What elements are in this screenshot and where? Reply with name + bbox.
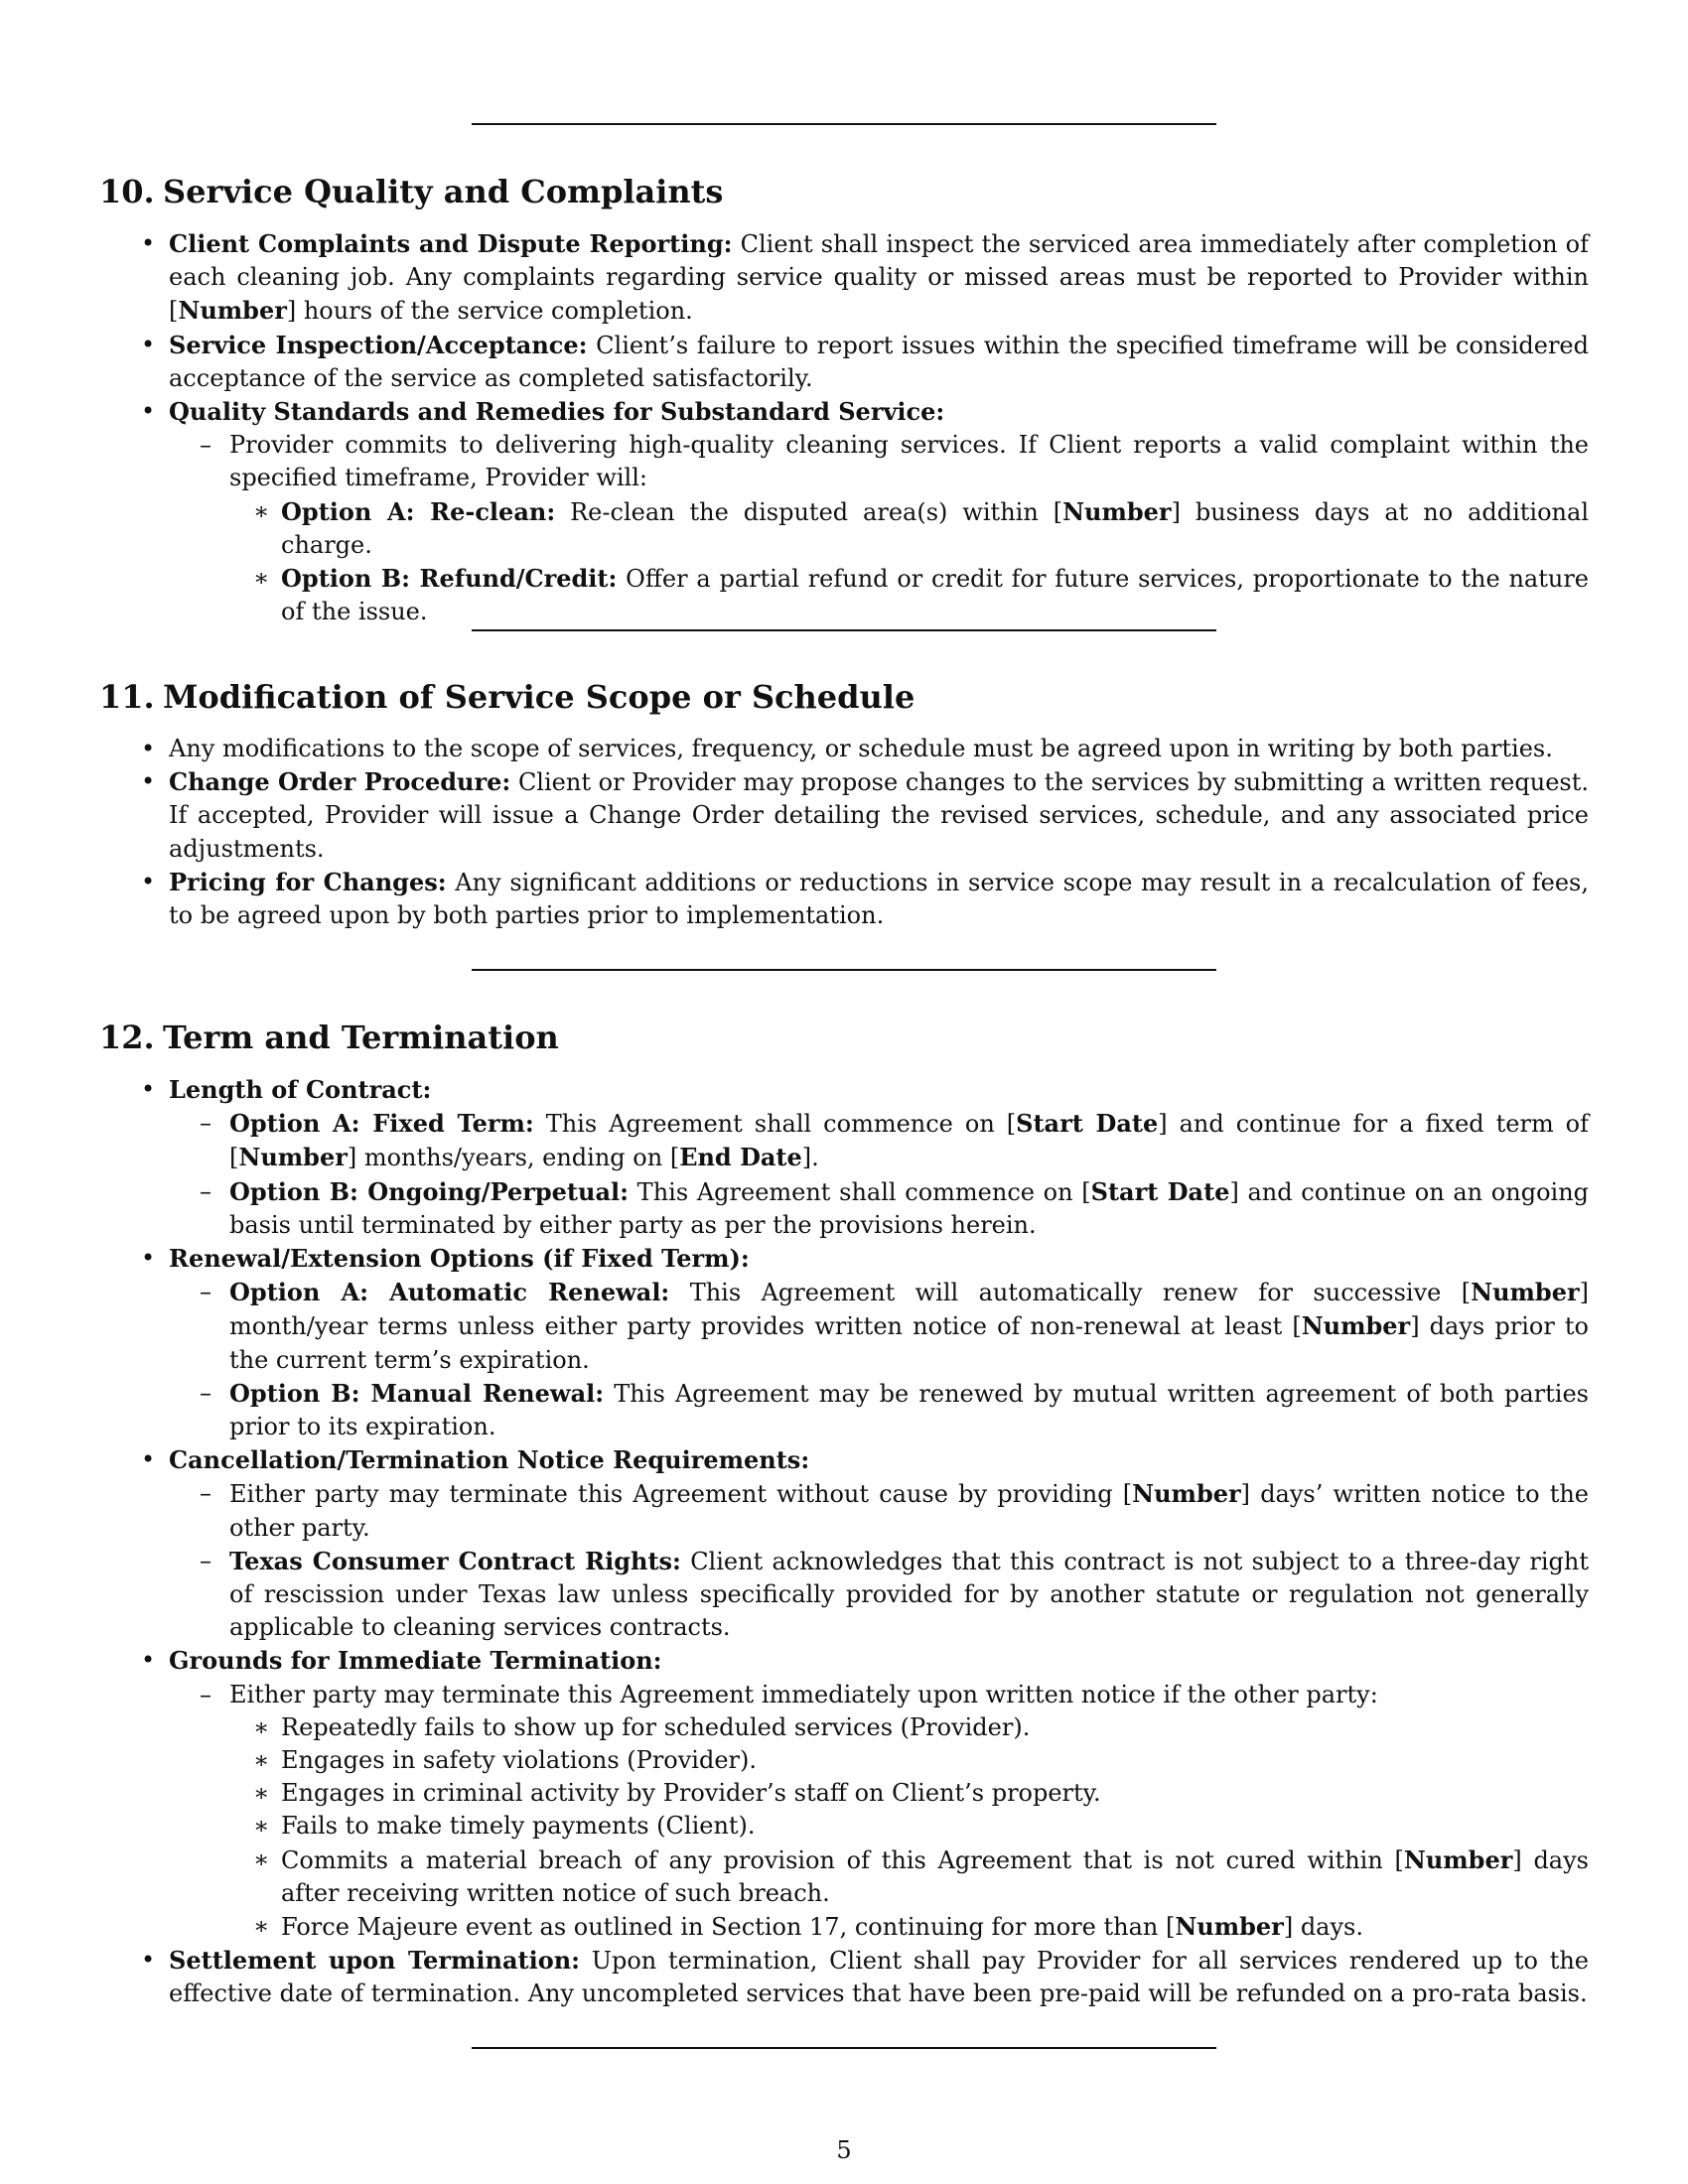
section-11-list	[169, 733, 1589, 932]
horizontal-rule	[472, 123, 1216, 125]
grounds-item: ∗ Engages in safety violations (Provider).	[281, 1744, 1589, 1777]
sub-list-item: – Texas Consumer Contract Rights: Client acknowledges that this contract is not subject to a three-day right of rescission under Texas law unless specifically provided for by another statute or regulation not generally applicable to cleaning services contracts.	[229, 1545, 1589, 1645]
page-number: 5	[836, 2136, 852, 2164]
list-item: • Client Complaints and Dispute Reporting: Client shall inspect the serviced area immediately after completion of each cleaning job. Any complaints regarding service quality or missed areas must be reported to Provider within [Number] hours of the service completion.	[169, 227, 1589, 329]
list-item	[169, 395, 1589, 628]
section-title: Service Quality and Complaints	[163, 173, 724, 210]
list-item-grounds	[169, 1644, 1589, 1944]
sub-list	[229, 1276, 1589, 1443]
grounds-list	[281, 1711, 1589, 1944]
sub-list-item: – Either party may terminate this Agreement immediately upon written notice if the other party: ∗ Repeatedly fails to show up for scheduled services (Provider). ∗ Engages in safety violations (Provider). ∗ Engages in criminal activity by Provider’s staff on Client’s property. ∗ Fails to make timely payments (Client). ∗ Commits a material breach of any provision of this Agreement that is not cured within [Number] days after receiving written notice of such breach. ∗ Force Majeure event as outlined in Section 17, continuing for more than [Number] days.	[229, 1679, 1589, 1945]
option-label: Option B: Manual Renewal:	[229, 1378, 605, 1408]
sub-list	[229, 1477, 1589, 1644]
placeholder: Start Date	[1090, 1176, 1230, 1206]
list-item-renewal	[169, 1242, 1589, 1443]
section-12-list	[169, 1073, 1589, 2011]
list-item-cancellation	[169, 1443, 1589, 1644]
grounds-item: ∗ Engages in criminal activity by Provider’s staff on Client’s property.	[281, 1777, 1589, 1810]
placeholder: Number	[1132, 1479, 1241, 1509]
sub-list-item: – Option A: Automatic Renewal: This Agreement will automatically renew for successive [Number] month/year terms unless either party provides written notice of non-renewal at least [Number] days prior to the current term’s expiration.	[229, 1276, 1589, 1377]
placeholder: Number	[1403, 1844, 1513, 1874]
list-item-settlement: • Settlement upon Termination: Upon termination, Client shall pay Provider for all services rendered up to the effective date of termination. Any uncompleted services that have been pre-paid will be refunded on a pro-rata basis.	[169, 1944, 1589, 2010]
item-label: Settlement upon Termination:	[169, 1946, 581, 1976]
sub-list-item: – Option B: Manual Renewal: This Agreement may be renewed by mutual written agreement of both parties prior to its expiration.	[229, 1377, 1589, 1443]
item-label: Service Inspection/Acceptance:	[169, 330, 588, 359]
item-label: Change Order Procedure:	[169, 767, 511, 797]
document-page	[99, 0, 1589, 2184]
grounds-item: ∗ Force Majeure event as outlined in Section 17, continuing for more than [Number] days.	[281, 1910, 1589, 1944]
list-item: • Service Inspection/Acceptance: Client’s failure to report issues within the specified timeframe will be considered acceptance of the service as completed satisfactorily.	[169, 329, 1589, 395]
item-label: Cancellation/Termination Notice Requirements:	[169, 1445, 810, 1475]
list-item: • Change Order Procedure: Client or Provider may propose changes to the services by submitting a written request. If accepted, Provider will issue a Change Order detailing the revised services, schedule, and any associated price adjustments.	[169, 765, 1589, 866]
item-label: Client Complaints and Dispute Reporting:	[169, 229, 733, 258]
sub-list-item: – Option A: Fixed Term: This Agreement shall commence on [Start Date] and continue for a fixed term of [Number] months/years, ending on [End Date].	[229, 1107, 1589, 1174]
grounds-item: ∗ Fails to make timely payments (Client).	[281, 1810, 1589, 1843]
placeholder: Number	[238, 1143, 348, 1172]
list-item-length-of-contract	[169, 1073, 1589, 1242]
placeholder: Number	[1301, 1311, 1411, 1341]
section-11-heading	[99, 678, 914, 716]
section-title: Term and Termination	[163, 1019, 559, 1056]
item-label: Quality Standards and Remedies for Substandard Service:	[169, 397, 945, 427]
grounds-item: ∗ Repeatedly fails to show up for scheduled services (Provider).	[281, 1711, 1589, 1744]
grounds-item: ∗ Commits a material breach of any provision of this Agreement that is not cured within [Number] days after receiving written notice of such breach.	[281, 1843, 1589, 1910]
horizontal-rule	[472, 969, 1216, 971]
section-title: Modification of Service Scope or Schedule	[163, 678, 915, 716]
option-label: Option A: Automatic Renewal:	[229, 1278, 670, 1307]
placeholder: End Date	[679, 1143, 802, 1172]
placeholder: Start Date	[1016, 1109, 1159, 1139]
option-item: ∗ Option B: Refund/Credit: Offer a partial refund or credit for future services, proportionate to the nature of the issue.	[281, 562, 1589, 628]
item-label: Length of Contract:	[169, 1075, 432, 1104]
sub-list-item: – Option B: Ongoing/Perpetual: This Agreement shall commence on [Start Date] and continue on an ongoing basis until terminated by either party as per the provisions herein.	[229, 1175, 1589, 1242]
sub-list	[229, 1679, 1589, 1945]
section-number: 11.	[99, 678, 155, 716]
option-label: Option B: Ongoing/Perpetual:	[229, 1176, 629, 1206]
option-label: Option A: Re-clean:	[281, 496, 556, 526]
placeholder: Number	[1175, 1912, 1284, 1942]
option-list	[281, 495, 1589, 629]
sub-list	[229, 429, 1589, 628]
horizontal-rule	[472, 629, 1216, 631]
placeholder: Number	[178, 296, 287, 326]
item-label: Renewal/Extension Options (if Fixed Term):	[169, 1244, 750, 1274]
placeholder: Number	[1471, 1278, 1580, 1307]
horizontal-rule	[472, 2047, 1216, 2049]
option-label: Texas Consumer Contract Rights:	[229, 1546, 681, 1575]
sub-list-item: – Either party may terminate this Agreement without cause by providing [Number] days’ written notice to the other party.	[229, 1477, 1589, 1544]
section-10-heading	[99, 173, 723, 210]
item-label: Pricing for Changes:	[169, 867, 447, 896]
sub-list-item: – Provider commits to delivering high-quality cleaning services. If Client reports a valid complaint within the specified timeframe, Provider will: ∗ Option A: Re-clean: Re-clean the disputed area(s) within [Number] business days at no additional charge. ∗ Option B: Refund/Credit: Offer a partial refund or credit for future services, proportionate to the nature of the issue.	[229, 429, 1589, 628]
list-item: • Pricing for Changes: Any significant additions or reductions in service scope may result in a recalculation of fees, to be agreed upon by both parties prior to implementation.	[169, 866, 1589, 932]
section-number: 10.	[99, 173, 155, 210]
option-label: Option B: Refund/Credit:	[281, 564, 618, 594]
section-number: 12.	[99, 1019, 155, 1056]
section-12-heading	[99, 1019, 559, 1056]
list-item: • Any modifications to the scope of services, frequency, or schedule must be agreed upon in writing by both parties.	[169, 733, 1589, 765]
option-label: Option A: Fixed Term:	[229, 1109, 534, 1139]
sub-list	[229, 1107, 1589, 1242]
section-10-list	[169, 227, 1589, 628]
placeholder: Number	[1062, 496, 1172, 526]
option-item: ∗ Option A: Re-clean: Re-clean the disputed area(s) within [Number] business days at no additional charge.	[281, 495, 1589, 562]
item-label: Grounds for Immediate Termination:	[169, 1646, 662, 1676]
